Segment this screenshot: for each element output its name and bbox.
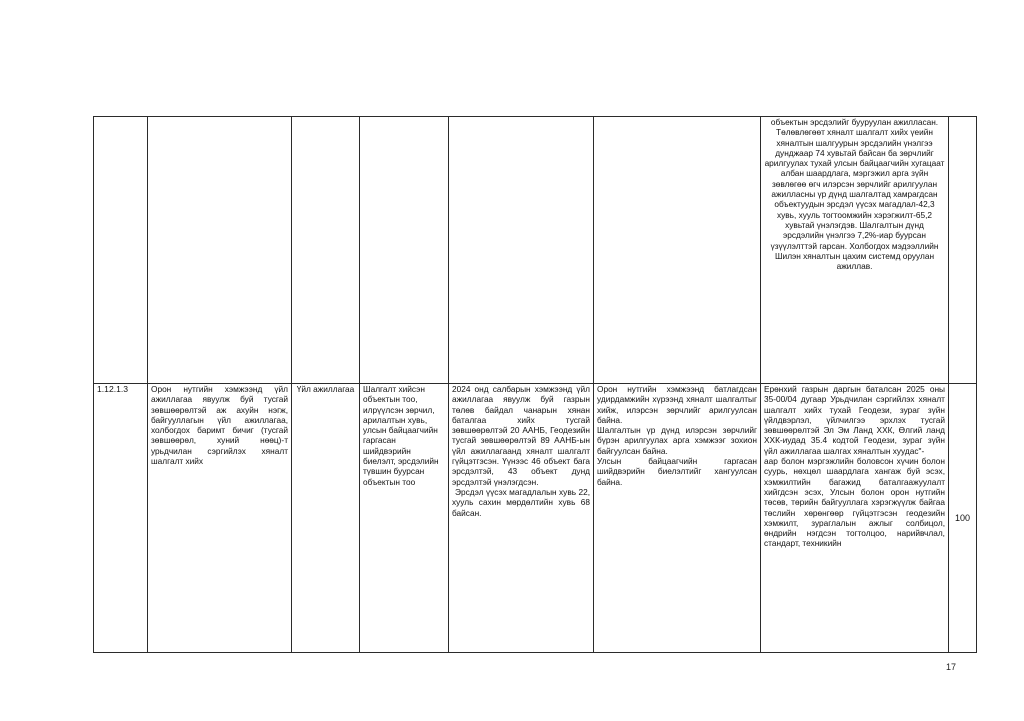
- table-row: [94, 384, 977, 653]
- cell-empty: [949, 117, 977, 384]
- unit-cell: Үйл ажиллагаа: [292, 384, 360, 653]
- progress-continued-cell: объектын эрсдэлийг бууруулан ажилласан. Төлөвлөгөөт хяналт шалгалт хийх үеийн хяналтын шалгуурын эрсдэлийн үнэлгээ дунджаар 74 хувьтай байсан ба зөрчлийг арилгуулах тухай улсын байцаагчийн хугацаат албан шаардлага, мэргэжил арга зүйн зөвлөгөө өгч илэрсэн зөрчлийг арилгуулан ажилласны үр дүнд шалгалтад хамрагдсан объектуудын эрсдэл үүсэх магадлал-42,3 хувь, хууль тогтоомжийн хэрэгжилт-65,2 хувьтай үнэлэгдэв. Шалгалтын дүнд эрсдэлийн үнэлгээ 7,2%-иар буурсан үзүүлэлттэй гарсан. Холбогдох мэдээллийн Шилэн хяналтын цахим системд оруулан ажиллав.: [761, 117, 949, 384]
- progress-paragraph: Ерөнхий газрын даргын баталсан 2025 оны 35-00/04 дугаар Урьдчилан сэргийлэх хяналт шалгалт хийх тухай Геодези, зураг зүйн үйлдвэрлэл, үйлчилгээ эрхлэх тусгай зөвшөөрөлтэй Эл Эм Ланд ХХК, Өлгий ланд ХХК-иудад 35.4 кодтой Геодези, зураг зүйн үйл ажиллагаа шалгах хяналтын хуудас"-: [764, 384, 945, 456]
- baseline-paragraph: Эрсдэл үүсэх магадлалын хувь 22, хууль сахин мөрдөлтийн хувь 68 байсан.: [452, 486, 590, 518]
- score-cell: 100: [949, 384, 977, 653]
- table-row-continued: [94, 117, 977, 384]
- cell-empty: [94, 117, 148, 384]
- baseline-paragraph: 2024 онд салбарын хэмжээнд үйл ажиллагаа явуулж буй газрын төлөв байдал чанарын хянан баталгаа хийх тусгай зөвшөөрөлтэй 20 ААНБ, Геодезийн тусгай зөвшөөрөлтэй 89 ААНБ-ын үйл ажиллагаанд хяналт шалгалт гүйцэтгэсэн. Үүнээс 46 объект бага эрсдэлтэй, 43 объект дунд эрсдэлтэй үнэлэгдсэн.: [452, 384, 590, 487]
- evaluation-table: [93, 116, 977, 653]
- indicator-text: Шалгалт хийсэн объектын тоо, илрүүлсэн зөрчил, арилалтын хувь, улсын байцаагчийн гаргасан шийдвэрийн биелэлт, эрсдэлийн түвшин буурсан объектын тоо: [363, 384, 439, 487]
- page-number: 17: [946, 662, 957, 672]
- activity-cell: Орон нутгийн хэмжээнд үйл ажиллагаа явуулж буй тусгай зөвшөөрөлтэй аж ахуйн нэгж, байгууллагын үйл ажиллагаа, холбогдох баримт бичиг (тусгай зөвшөөрөл, хуний нөөц)-т урьдчилан сэргийлэх хяналт шалгалт хийх: [148, 384, 292, 653]
- row-number: 1.12.1.3: [94, 384, 148, 653]
- cell-empty: [292, 117, 360, 384]
- cell-empty: [594, 117, 761, 384]
- cell-empty: [449, 117, 594, 384]
- target-cell: Орон нутгийн хэмжээнд батлагдсан удирдамжийн хүрээнд хяналт шалгалтыг хийж, илэрсэн зөрчлийг арилгуулсан байна. Шалгалтын үр дүнд илэрсэн зөрчлийг бүрэн арилгуулах арга хэмжээг зохион байгуулсан байна. Улсын байцаагчийн гаргасан шийдвэрийн биелэлтийг хангуулсан байна.: [594, 384, 761, 653]
- cell-empty: [148, 117, 292, 384]
- progress-cell: [761, 384, 949, 653]
- cell-empty: [360, 117, 449, 384]
- baseline-cell: [449, 384, 594, 653]
- indicator-cell: [360, 384, 449, 653]
- progress-paragraph: аар болон мэргэжлийн боловсон хүчин болон суурь, нөхцөл шаардлага хангаж буй эсэх, хэмжилтийн багажид баталгаажуулалт хийгдсэн эсэх, Улсын болон орон нутгийн төсөв, төрийн байгууллага хэрэгжүүлж байгаа төслийн хөрөнгөөр гүйцэтгэсэн геодезийн хэмжилт, зураглалын ажлыг солбицол, өндрийн нэгдсэн тогтолцоо, нарийвчлал, стандарт, техникийн: [764, 456, 945, 549]
